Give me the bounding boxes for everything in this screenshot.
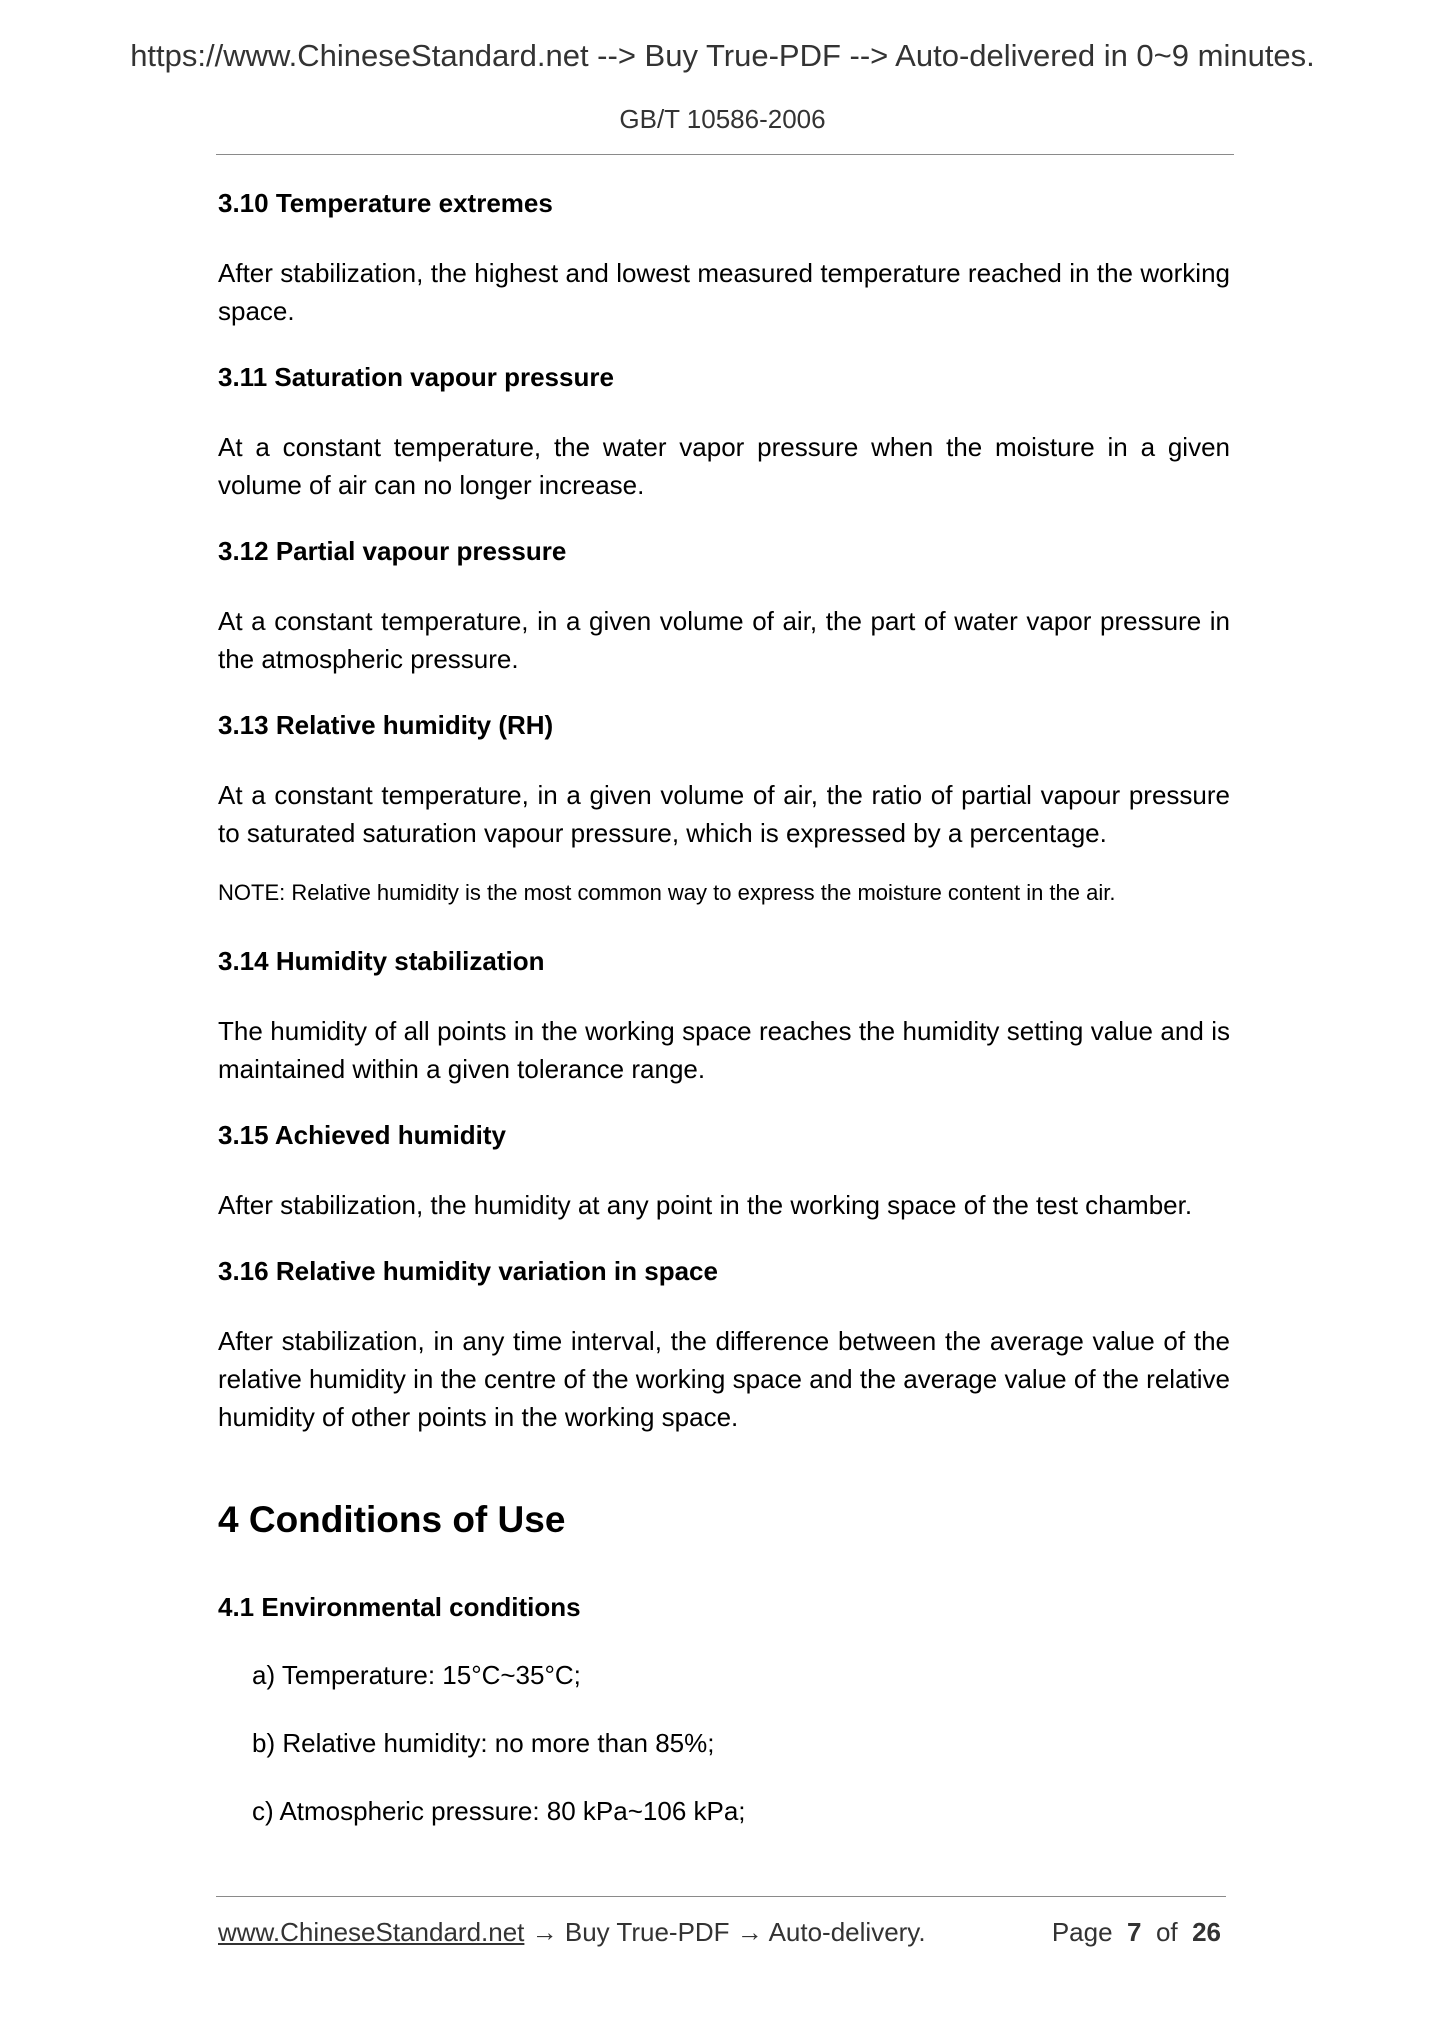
footer-site-link[interactable]: www.ChineseStandard.net	[218, 1917, 525, 1947]
page-indicator	[1052, 1917, 1221, 1948]
clause-text: After stabilization, the humidity at any point in the working space of the test chamber.	[218, 1190, 1193, 1220]
page-label: Page	[1051, 1917, 1113, 1947]
clause-text: After stabilization, the highest and lowest measured temperature reached in the working space.	[218, 258, 1230, 326]
clause-heading: 3.16 Relative humidity variation in space	[218, 1256, 718, 1286]
footer-divider	[216, 1896, 1226, 1897]
clause-text: The humidity of all points in the working space reaches the humidity setting value and is maintained within a given tolerance range.	[218, 1016, 1230, 1084]
top-banner: https://www.ChineseStandard.net --> Buy True-PDF --> Auto-delivered in 0~9 minutes.	[130, 38, 1315, 73]
footer-left	[218, 1917, 926, 1948]
clause-text: At a constant temperature, the water vapor pressure when the moisture in a given volume of air can no longer increase.	[218, 432, 1230, 500]
standard-number-header: GB/T 10586-2006	[619, 104, 826, 134]
list-item: a) Temperature: 15°C~35°C;	[252, 1660, 581, 1690]
clause-heading: 3.10 Temperature extremes	[218, 188, 553, 218]
clause-heading: 3.15 Achieved humidity	[218, 1120, 507, 1150]
section-heading: 4.1 Environmental conditions	[218, 1592, 581, 1622]
footer-tagline: → Buy True-PDF → Auto-delivery.	[524, 1917, 926, 1947]
clause-text: At a constant temperature, in a given volume of air, the ratio of partial vapour pressure to saturated saturation vapour pressure, which is expressed by a percentage.	[218, 780, 1230, 848]
clause-text: After stabilization, in any time interval, the difference between the average value of the relative humidity in the centre of the working space and the average value of the relative humidity of other points in the working space.	[218, 1326, 1230, 1432]
list-item: c) Atmospheric pressure: 80 kPa~106 kPa;	[252, 1796, 746, 1826]
clause-heading: 3.13 Relative humidity (RH)	[218, 710, 554, 740]
of-label: of	[1155, 1917, 1178, 1947]
chapter-heading: 4 Conditions of Use	[218, 1499, 566, 1540]
header-divider	[216, 154, 1234, 155]
clause-note: NOTE: Relative humidity is the most common way to express the moisture content in the air.	[218, 880, 1116, 905]
clause-text: At a constant temperature, in a given volume of air, the part of water vapor pressure in the atmospheric pressure.	[218, 606, 1230, 674]
document-body	[218, 186, 1230, 1862]
list-item: b) Relative humidity: no more than 85%;	[252, 1728, 715, 1758]
clause-heading: 3.11 Saturation vapour pressure	[218, 362, 614, 392]
current-page: 7	[1127, 1917, 1142, 1947]
clause-heading: 3.14 Humidity stabilization	[218, 946, 545, 976]
total-pages: 26	[1192, 1917, 1221, 1947]
clause-heading: 3.12 Partial vapour pressure	[218, 536, 567, 566]
